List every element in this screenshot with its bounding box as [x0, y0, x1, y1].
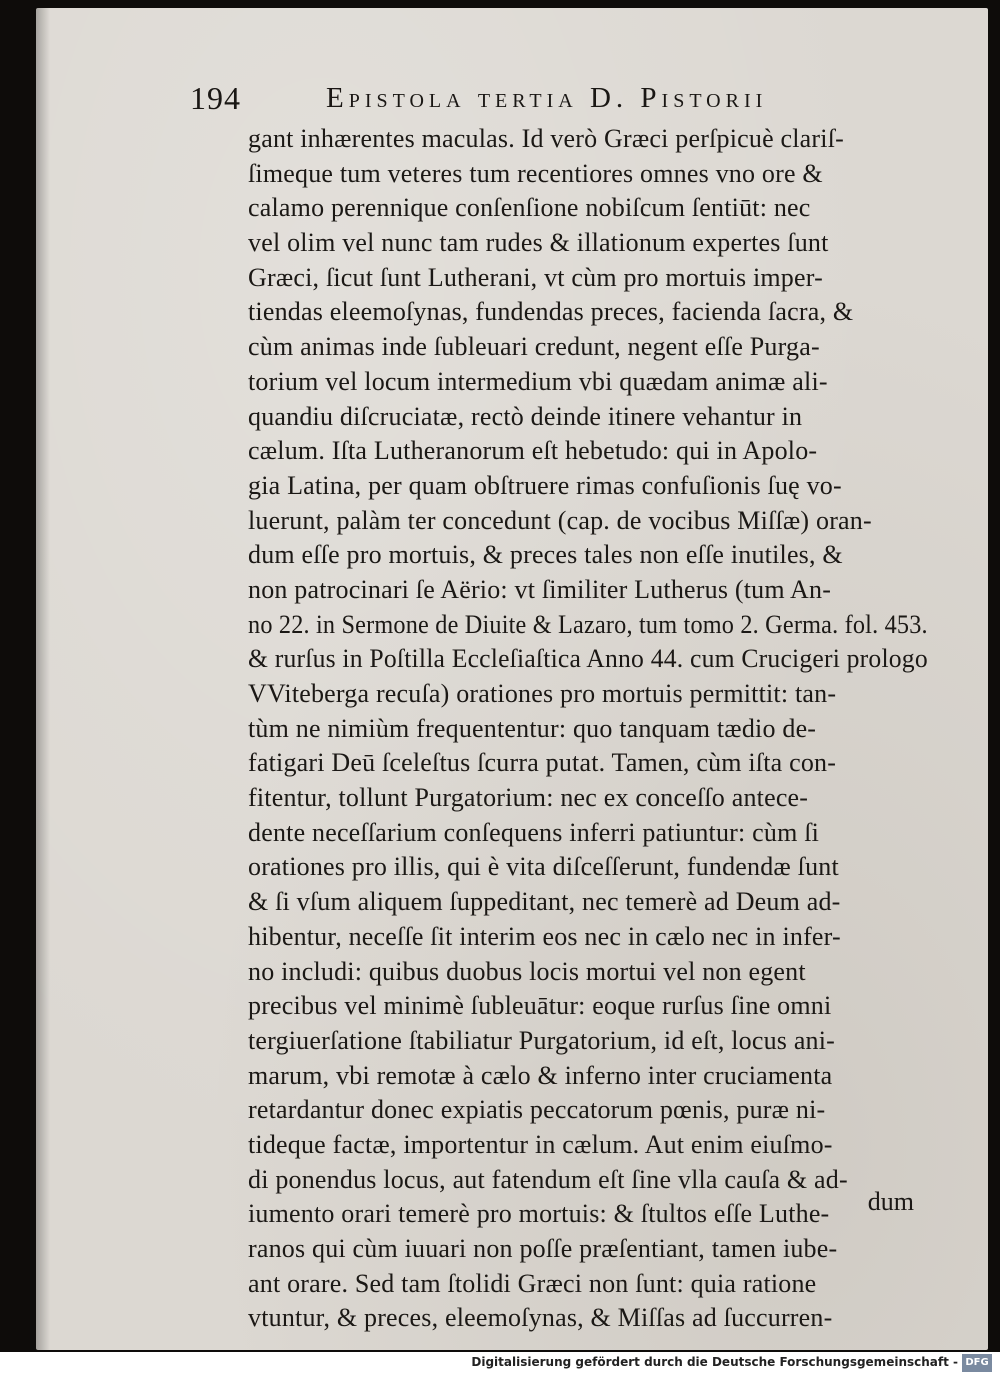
text-line: VViteberga recuſa) orationes pro mortuis permittit: tan-	[248, 679, 837, 708]
catchword: dum	[867, 1187, 914, 1216]
text-line: dum eſſe pro mortuis, & preces tales non eſſe inutiles, &	[248, 540, 843, 570]
page-number: 194	[190, 80, 241, 116]
page-gutter-shadow	[36, 8, 50, 1350]
text-line: no includi: quibus duobus locis mortui vel non egent	[248, 956, 806, 986]
running-title: Epistola tertia D. Pistorii	[326, 82, 768, 114]
text-line: quandiu diſcruciatæ, rectò deinde itinere vehantur in	[248, 401, 803, 431]
text-line: retardantur donec expiatis peccatorum pœnis, puræ ni-	[248, 1095, 826, 1125]
text-line: iumento orari temerè pro mortuis: & ſtultos eſſe Luthe-	[248, 1199, 830, 1229]
text-line: fatigari Deū ſceleſtus ſcurra putat. Tamen, cùm iſta con-	[248, 748, 837, 778]
text-line: non patrocinari ſe Aërio: vt ſimiliter Lutherus (tum An-	[248, 574, 832, 604]
text-line: fitentur, tollunt Purgatorium: nec ex conceſſo antece-	[248, 783, 809, 813]
text-line: no 22. in Sermone de Diuite & Lazaro, tum tomo 2. Germa. fol. 453.	[248, 609, 928, 639]
text-line: & ſi vſum aliquem ſuppeditant, nec temerè ad Deum ad-	[248, 887, 841, 917]
text-line: tiendas eleemoſynas, fundendas preces, facienda ſacra, &	[248, 297, 854, 327]
digitization-footer	[0, 1352, 1000, 1375]
text-line: gant inhærentes maculas. Id verò Græci perſpicuè clariſ-	[248, 124, 844, 153]
text-line: Græci, ſicut ſunt Lutherani, vt cùm pro mortuis imper-	[248, 262, 823, 292]
text-line: ant orare. Sed tam ſtolidi Græci non ſunt: quia ratione	[248, 1268, 817, 1298]
text-line: di ponendus locus, aut fatendum eſt ſine vlla cauſa & ad-	[248, 1164, 848, 1194]
text-line: tergiuerſatione ſtabiliatur Purgatorium, id eſt, locus ani-	[248, 1025, 836, 1055]
text-line: orationes pro illis, qui è vita diſceſſerunt, fundendæ ſunt	[248, 852, 839, 882]
text-line: dente neceſſarium conſequens inferri patiuntur: cùm ſi	[248, 817, 820, 847]
dfg-logo: DFG	[962, 1354, 992, 1372]
text-line: cælum. Iſta Lutheranorum eſt hebetudo: qui in Apolo-	[248, 436, 818, 466]
text-line: precibus vel minimè ſubleuātur: eoque rurſus ſine omni	[248, 991, 832, 1021]
page-header	[190, 80, 890, 120]
text-line: ranos qui cùm iuuari non poſſe præſentiant, tamen iube-	[248, 1234, 838, 1263]
text-line: tùm ne nimiùm frequententur: quo tanquam tædio de-	[248, 713, 817, 743]
text-line: gia Latina, per quam obſtruere rimas confuſionis ſuę vo-	[248, 470, 842, 500]
text-line: cùm animas inde ſubleuari credunt, negent eſſe Purga-	[248, 332, 820, 362]
text-line: tideque factæ, importentur in cælum. Aut enim eiuſmo-	[248, 1129, 833, 1159]
text-line: & rurſus in Poſtilla Eccleſiaſtica Anno 44. cum Crucigeri prologo	[248, 644, 928, 674]
body-text	[248, 122, 928, 1336]
text-line: torium vel locum intermedium vbi quædam animæ ali-	[248, 366, 828, 396]
funding-notice: Digitalisierung gefördert durch die Deutsche Forschungsgemeinschaft -	[471, 1355, 958, 1369]
text-line: vtuntur, & preces, eleemoſynas, & Miſſas ad ſuccurren-	[248, 1303, 833, 1333]
text-line: hibentur, neceſſe ſit interim eos nec in cælo nec in infer-	[248, 921, 841, 951]
text-line: ſimeque tum veteres tum recentiores omnes vno ore &	[248, 158, 823, 188]
text-line: marum, vbi remotæ à cælo & inferno inter cruciamenta	[248, 1060, 833, 1090]
text-line: luerunt, palàm ter concedunt (cap. de vocibus Miſſæ) oran-	[248, 505, 872, 535]
text-line: vel olim vel nunc tam rudes & illationum expertes ſunt	[248, 228, 829, 258]
text-line: calamo perennique conſenſione nobiſcum ſentiūt: nec	[248, 193, 811, 223]
